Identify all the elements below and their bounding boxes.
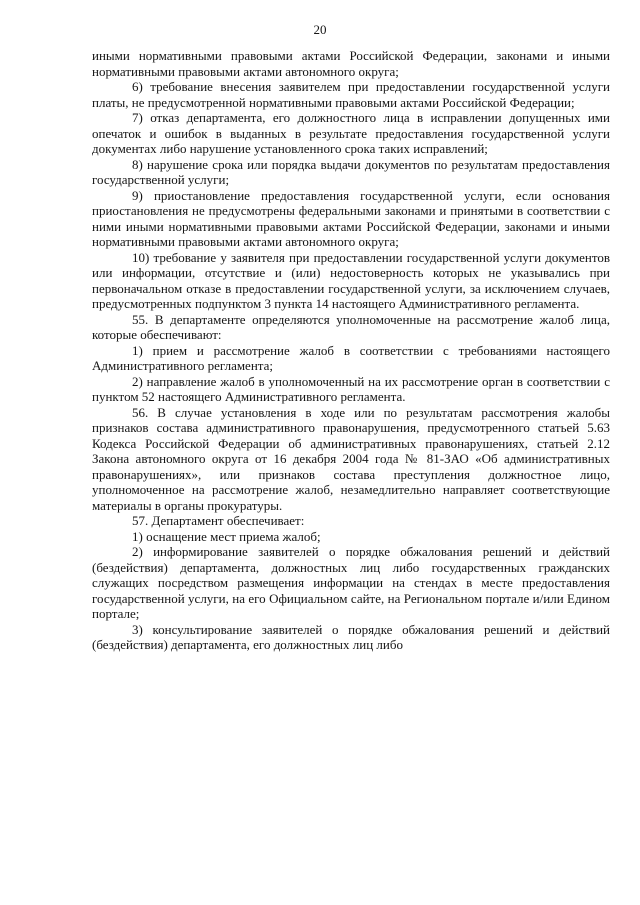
- paragraph-item-6: 6) требование внесения заявителем при предоставлении государственной услуги платы, не предусмотренной нормативными правовыми актами Российской Федерации;: [92, 79, 610, 110]
- page-number: 20: [313, 22, 327, 37]
- paragraph-57-item-3: 3) консультирование заявителей о порядке обжалования решений и действий (бездействия) департамента, его должностных лиц либо: [92, 621, 610, 652]
- document-body: [92, 48, 610, 653]
- paragraph-section-57: 57. Департамент обеспечивает:: [132, 513, 305, 528]
- paragraph-57-item-1: 1) оснащение мест приема жалоб;: [132, 528, 321, 544]
- paragraph-item-10: 10) требование у заявителя при предоставлении государственной услуги документов или информации, отсутствие и (или) недостоверность которых не указывались при первоначальном отказе в предоставлении государственной услуги, за исключением случаев, предусмотренных подпунктом 3 пункта 14 настоящего Административного регламента.: [92, 249, 610, 311]
- paragraph-continuation: иными нормативными правовыми актами Российской Федерации, законами и иными нормативными правовыми актами автономного округа;: [92, 48, 610, 79]
- paragraph-57-item-2: 2) информирование заявителей о порядке обжалования решений и действий (бездействия) департамента, должностных лиц либо государственных гражданских служащих посредством размещения информации на стендах в месте предоставления государственной услуги, на его Официальном сайте, на Региональном портале и/или Едином портале;: [92, 544, 610, 621]
- paragraph-item-8: 8) нарушение срока или порядка выдачи документов по результатам предоставления государственной услуги;: [92, 156, 610, 187]
- paragraph-55-item-1: 1) прием и рассмотрение жалоб в соответствии с требованиями настоящего Административного регламента;: [92, 342, 610, 373]
- paragraph-item-7: 7) отказ департамента, его должностного лица в исправлении допущенных ими опечаток и ошибок в выданных в результате предоставления государственной услуги документах либо нарушение установленного срока таких исправлений;: [92, 110, 610, 156]
- paragraph-section-55: 55. В департаменте определяются уполномоченные на рассмотрение жалоб лица, которые обеспечивают:: [92, 311, 610, 342]
- paragraph-section-56: 56. В случае установления в ходе или по результатам рассмотрения жалобы признаков состава административного правонарушения, предусмотренного статьей 5.63 Кодекса Российской Федерации об административных правонарушениях, статьей 2.12 Закона автономного округа от 16 декабря 2004 года № 81-ЗАО «Об административных правонарушениях», или признаков состава преступления должностное лицо, уполномоченное на рассмотрение жалоб, незамедлительно направляет соответствующие материалы в органы прокуратуры.: [92, 404, 610, 513]
- paragraph-55-item-2: 2) направление жалоб в уполномоченный на их рассмотрение орган в соответствии с пунктом 52 настоящего Административного регламента.: [92, 373, 610, 404]
- paragraph-item-9: 9) приостановление предоставления государственной услуги, если основания приостановления не предусмотрены федеральными законами и принятыми в соответствии с ними иными нормативными правовыми актами Российской Федерации, законами и иными нормативными правовыми актами автономного округа;: [92, 187, 610, 249]
